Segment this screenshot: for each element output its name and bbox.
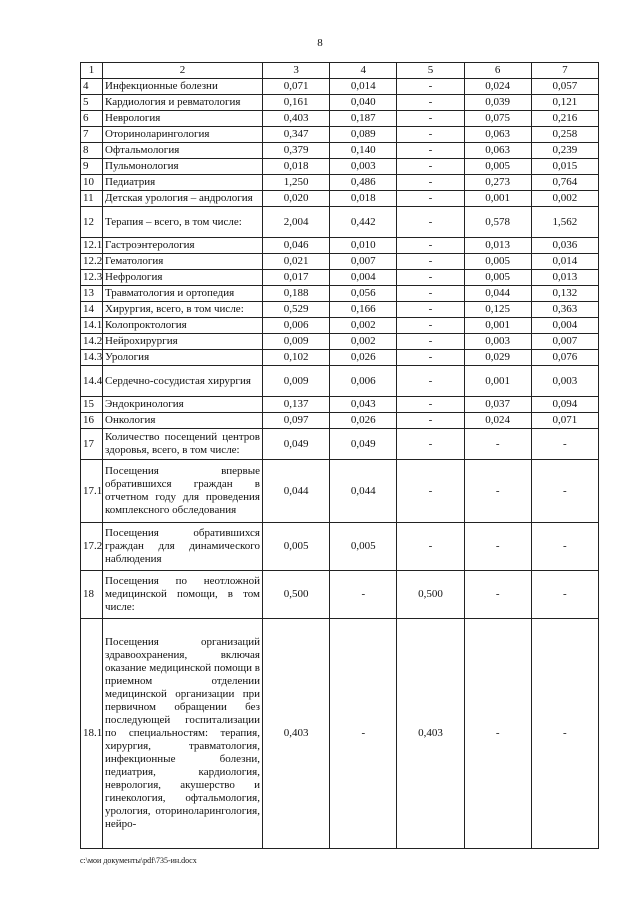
- value-cell: 2,004: [263, 207, 330, 238]
- value-cell: -: [397, 95, 464, 111]
- value-cell: 0,071: [531, 413, 598, 429]
- column-header: 5: [397, 63, 464, 79]
- value-cell: -: [397, 143, 464, 159]
- value-cell: -: [397, 127, 464, 143]
- row-number: 18: [81, 571, 103, 619]
- value-cell: 0,578: [464, 207, 531, 238]
- value-cell: 0,076: [531, 350, 598, 366]
- value-cell: 0,002: [531, 191, 598, 207]
- value-cell: 0,005: [464, 270, 531, 286]
- value-cell: 1,562: [531, 207, 598, 238]
- value-cell: -: [531, 523, 598, 571]
- row-label: Нефрология: [103, 270, 263, 286]
- value-cell: 0,161: [263, 95, 330, 111]
- value-cell: 0,003: [330, 159, 397, 175]
- table-row: [81, 334, 599, 350]
- row-label: Оториноларингология: [103, 127, 263, 143]
- row-label: Эндокринология: [103, 397, 263, 413]
- value-cell: -: [397, 334, 464, 350]
- row-number: 17.1: [81, 460, 103, 523]
- table-row: [81, 207, 599, 238]
- table-row: [81, 318, 599, 334]
- value-cell: 0,007: [330, 254, 397, 270]
- footer-file-path: c:\мои документы\pdf\735-ин.docx: [80, 856, 197, 865]
- table-header-row: [81, 63, 599, 79]
- value-cell: -: [397, 397, 464, 413]
- value-cell: -: [464, 571, 531, 619]
- value-cell: -: [464, 460, 531, 523]
- column-header: 2: [103, 63, 263, 79]
- value-cell: 0,063: [464, 127, 531, 143]
- value-cell: 0,037: [464, 397, 531, 413]
- table-row: [81, 397, 599, 413]
- value-cell: 0,403: [263, 111, 330, 127]
- table-row: [81, 302, 599, 318]
- value-cell: 0,003: [464, 334, 531, 350]
- row-label: Количество посещений центров здоровья, всего, в том числе:: [103, 429, 263, 460]
- value-cell: 0,017: [263, 270, 330, 286]
- value-cell: 0,056: [330, 286, 397, 302]
- row-number: 14.3: [81, 350, 103, 366]
- row-label: Инфекционные болезни: [103, 79, 263, 95]
- value-cell: 0,007: [531, 334, 598, 350]
- value-cell: 0,187: [330, 111, 397, 127]
- table-row: [81, 111, 599, 127]
- table-row: [81, 366, 599, 397]
- value-cell: 0,258: [531, 127, 598, 143]
- value-cell: 0,014: [330, 79, 397, 95]
- row-label: Офтальмология: [103, 143, 263, 159]
- value-cell: 0,003: [531, 366, 598, 397]
- value-cell: -: [464, 429, 531, 460]
- row-number: 14.1: [81, 318, 103, 334]
- row-label: Посещения организаций здравоохранения, включая оказание медицинской помощи в приемном отделении медицинской организации при первичном обращении без последующей госпитализации по специальностям: терапия, хирургия, травматология, инфекционные болезни, педиатрия, кардиология, неврология, акушерство и гинекология, офтальмология, урология, оториноларингология, нейро-: [103, 619, 263, 849]
- value-cell: -: [330, 619, 397, 849]
- value-cell: 0,071: [263, 79, 330, 95]
- row-number: 14.4: [81, 366, 103, 397]
- row-label: Сердечно-сосудистая хирургия: [103, 366, 263, 397]
- row-number: 13: [81, 286, 103, 302]
- value-cell: 0,125: [464, 302, 531, 318]
- table-row: [81, 191, 599, 207]
- value-cell: 0,040: [330, 95, 397, 111]
- row-label: Терапия – всего, в том числе:: [103, 207, 263, 238]
- table-row: [81, 619, 599, 849]
- value-cell: -: [397, 79, 464, 95]
- column-header: 1: [81, 63, 103, 79]
- row-label: Урология: [103, 350, 263, 366]
- row-label: Травматология и ортопедия: [103, 286, 263, 302]
- value-cell: 0,029: [464, 350, 531, 366]
- value-cell: 0,005: [464, 159, 531, 175]
- value-cell: -: [531, 571, 598, 619]
- value-cell: 0,039: [464, 95, 531, 111]
- value-cell: 0,013: [464, 238, 531, 254]
- row-number: 7: [81, 127, 103, 143]
- value-cell: -: [397, 460, 464, 523]
- value-cell: 0,018: [330, 191, 397, 207]
- value-cell: 0,006: [263, 318, 330, 334]
- value-cell: 0,044: [263, 460, 330, 523]
- table-row: [81, 127, 599, 143]
- value-cell: -: [531, 429, 598, 460]
- row-number: 9: [81, 159, 103, 175]
- value-cell: -: [397, 207, 464, 238]
- table-row: [81, 95, 599, 111]
- value-cell: -: [464, 523, 531, 571]
- row-number: 17.2: [81, 523, 103, 571]
- row-number: 16: [81, 413, 103, 429]
- row-number: 18.1: [81, 619, 103, 849]
- value-cell: 0,001: [464, 366, 531, 397]
- row-label: Гематология: [103, 254, 263, 270]
- row-label: Детская урология – андрология: [103, 191, 263, 207]
- value-cell: -: [531, 619, 598, 849]
- row-label: Посещения обратившихся граждан для динамического наблюдения: [103, 523, 263, 571]
- table-row: [81, 159, 599, 175]
- value-cell: 0,094: [531, 397, 598, 413]
- row-number: 11: [81, 191, 103, 207]
- row-label: Кардиология и ревматология: [103, 95, 263, 111]
- column-header: 3: [263, 63, 330, 79]
- value-cell: 0,036: [531, 238, 598, 254]
- value-cell: 0,006: [330, 366, 397, 397]
- value-cell: 0,188: [263, 286, 330, 302]
- value-cell: 0,046: [263, 238, 330, 254]
- column-header: 6: [464, 63, 531, 79]
- value-cell: 0,379: [263, 143, 330, 159]
- value-cell: 0,004: [330, 270, 397, 286]
- value-cell: -: [397, 111, 464, 127]
- value-cell: 0,075: [464, 111, 531, 127]
- row-label: Онкология: [103, 413, 263, 429]
- column-header: 4: [330, 63, 397, 79]
- value-cell: 0,004: [531, 318, 598, 334]
- value-cell: 0,442: [330, 207, 397, 238]
- row-label: Неврология: [103, 111, 263, 127]
- row-number: 6: [81, 111, 103, 127]
- column-header: 7: [531, 63, 598, 79]
- value-cell: 0,063: [464, 143, 531, 159]
- value-cell: 0,097: [263, 413, 330, 429]
- table-row: [81, 571, 599, 619]
- value-cell: 0,121: [531, 95, 598, 111]
- value-cell: 0,137: [263, 397, 330, 413]
- row-number: 10: [81, 175, 103, 191]
- value-cell: 0,057: [531, 79, 598, 95]
- value-cell: 0,009: [263, 366, 330, 397]
- page-number: 8: [317, 37, 323, 49]
- value-cell: -: [397, 159, 464, 175]
- value-cell: 0,009: [263, 334, 330, 350]
- value-cell: 0,216: [531, 111, 598, 127]
- value-cell: 0,005: [330, 523, 397, 571]
- value-cell: -: [330, 571, 397, 619]
- value-cell: -: [397, 523, 464, 571]
- value-cell: 0,089: [330, 127, 397, 143]
- table-body: [81, 63, 599, 849]
- value-cell: 0,015: [531, 159, 598, 175]
- row-number: 14: [81, 302, 103, 318]
- value-cell: -: [397, 286, 464, 302]
- value-cell: 0,010: [330, 238, 397, 254]
- row-number: 15: [81, 397, 103, 413]
- row-number: 14.2: [81, 334, 103, 350]
- table-row: [81, 413, 599, 429]
- table-row: [81, 523, 599, 571]
- value-cell: 0,001: [464, 191, 531, 207]
- row-number: 12.2: [81, 254, 103, 270]
- table-row: [81, 254, 599, 270]
- value-cell: -: [464, 619, 531, 849]
- value-cell: -: [397, 254, 464, 270]
- value-cell: 0,239: [531, 143, 598, 159]
- value-cell: 0,500: [263, 571, 330, 619]
- value-cell: 0,140: [330, 143, 397, 159]
- value-cell: 0,005: [263, 523, 330, 571]
- row-label: Хирургия, всего, в том числе:: [103, 302, 263, 318]
- table-row: [81, 429, 599, 460]
- value-cell: -: [397, 413, 464, 429]
- table-row: [81, 460, 599, 523]
- value-cell: -: [397, 302, 464, 318]
- table-row: [81, 286, 599, 302]
- value-cell: 0,049: [263, 429, 330, 460]
- row-number: 8: [81, 143, 103, 159]
- row-number: 5: [81, 95, 103, 111]
- value-cell: -: [397, 191, 464, 207]
- value-cell: 0,021: [263, 254, 330, 270]
- row-label: Гастроэнтерология: [103, 238, 263, 254]
- table-row: [81, 350, 599, 366]
- data-table: [80, 62, 599, 849]
- row-label: Педиатрия: [103, 175, 263, 191]
- table-row: [81, 79, 599, 95]
- row-label: Посещения впервые обратившихся граждан в отчетном году для проведения комплексного обследования: [103, 460, 263, 523]
- row-number: 12: [81, 207, 103, 238]
- row-label: Колопроктология: [103, 318, 263, 334]
- value-cell: 0,043: [330, 397, 397, 413]
- row-label: Посещения по неотложной медицинской помощи, в том числе:: [103, 571, 263, 619]
- row-number: 12.1: [81, 238, 103, 254]
- value-cell: 0,403: [263, 619, 330, 849]
- value-cell: 0,013: [531, 270, 598, 286]
- value-cell: 0,026: [330, 413, 397, 429]
- value-cell: 0,001: [464, 318, 531, 334]
- value-cell: 0,002: [330, 334, 397, 350]
- value-cell: 0,002: [330, 318, 397, 334]
- value-cell: 0,018: [263, 159, 330, 175]
- value-cell: -: [397, 318, 464, 334]
- value-cell: -: [397, 366, 464, 397]
- value-cell: 0,005: [464, 254, 531, 270]
- value-cell: 0,026: [330, 350, 397, 366]
- row-label: Пульмонология: [103, 159, 263, 175]
- value-cell: 0,020: [263, 191, 330, 207]
- value-cell: 0,024: [464, 79, 531, 95]
- value-cell: 0,014: [531, 254, 598, 270]
- value-cell: 1,250: [263, 175, 330, 191]
- value-cell: -: [397, 270, 464, 286]
- value-cell: 0,132: [531, 286, 598, 302]
- value-cell: 0,273: [464, 175, 531, 191]
- value-cell: 0,403: [397, 619, 464, 849]
- value-cell: -: [397, 175, 464, 191]
- table-row: [81, 270, 599, 286]
- value-cell: 0,347: [263, 127, 330, 143]
- row-number: 12.3: [81, 270, 103, 286]
- value-cell: 0,166: [330, 302, 397, 318]
- value-cell: 0,363: [531, 302, 598, 318]
- value-cell: 0,764: [531, 175, 598, 191]
- value-cell: 0,102: [263, 350, 330, 366]
- value-cell: -: [397, 429, 464, 460]
- value-cell: 0,024: [464, 413, 531, 429]
- value-cell: 0,049: [330, 429, 397, 460]
- value-cell: 0,500: [397, 571, 464, 619]
- table-row: [81, 143, 599, 159]
- row-label: Нейрохирургия: [103, 334, 263, 350]
- value-cell: -: [397, 238, 464, 254]
- value-cell: -: [397, 350, 464, 366]
- row-number: 17: [81, 429, 103, 460]
- table-row: [81, 238, 599, 254]
- row-number: 4: [81, 79, 103, 95]
- table-row: [81, 175, 599, 191]
- value-cell: 0,044: [330, 460, 397, 523]
- value-cell: 0,486: [330, 175, 397, 191]
- value-cell: 0,044: [464, 286, 531, 302]
- value-cell: 0,529: [263, 302, 330, 318]
- value-cell: -: [531, 460, 598, 523]
